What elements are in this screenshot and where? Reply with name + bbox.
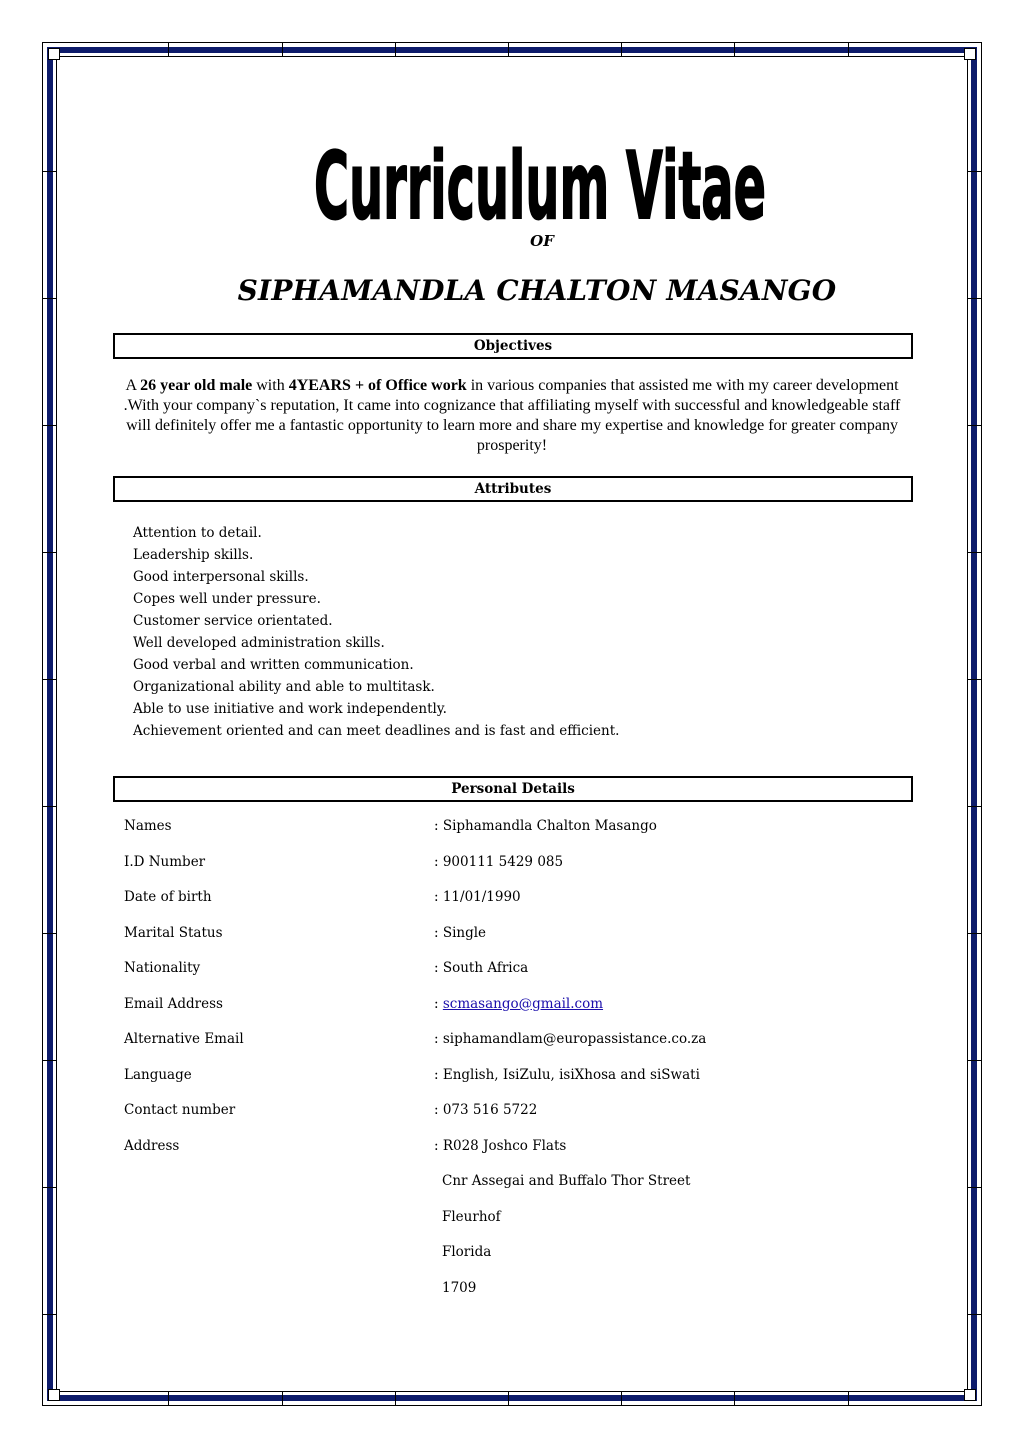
detail-value: : R028 Joshco Flats: [434, 1137, 567, 1154]
detail-value: : siphamandlam@europassistance.co.za: [434, 1031, 707, 1047]
detail-value: : 11/01/1990: [434, 889, 521, 905]
border-tick: [508, 42, 509, 56]
detail-value: [434, 996, 603, 1012]
section-header-personal-details: Personal Details: [113, 776, 913, 802]
address-line: [124, 1244, 904, 1280]
border-tick: [42, 1314, 56, 1315]
detail-value: : South Africa: [434, 960, 529, 976]
detail-label: Nationality: [124, 960, 201, 976]
address-line: [124, 1209, 904, 1245]
address-line-text: Florida: [442, 1244, 492, 1260]
border-tick: [282, 1392, 283, 1406]
border-tick: [968, 552, 982, 553]
border-tick: [395, 42, 396, 56]
border-tick: [621, 1392, 622, 1406]
attribute-item: Customer service orientated.: [133, 613, 333, 629]
detail-value: : 073 516 5722: [434, 1102, 538, 1118]
border-tick: [282, 42, 283, 56]
personal-details: [124, 818, 904, 1315]
detail-row-nationality: [124, 960, 904, 996]
border-tick: [42, 806, 56, 807]
attribute-item: Organizational ability and able to multitask.: [133, 679, 435, 695]
attribute-item: Attention to detail.: [133, 525, 262, 541]
email-link[interactable]: scmasango@gmail.com: [442, 995, 604, 1012]
border-tick: [42, 933, 56, 934]
detail-row-alternative-email: [124, 1031, 904, 1067]
detail-row-address: [124, 1138, 904, 1174]
border-tick: [848, 42, 849, 56]
address-line: [124, 1280, 904, 1316]
border-tick: [42, 679, 56, 680]
border-tick: [395, 1392, 396, 1406]
detail-label: Address: [124, 1137, 180, 1154]
detail-label: I.D Number: [124, 853, 206, 870]
detail-value: : Siphamandla Chalton Masango: [434, 818, 657, 834]
border-tick: [42, 1187, 56, 1188]
objective-experience: 4YEARS + of Office work: [288, 377, 467, 394]
border-tick: [508, 1392, 509, 1406]
objective-paragraph: [122, 376, 902, 456]
address-line-text: Cnr Assegai and Buffalo Thor Street: [442, 1173, 691, 1189]
address-line-text: Fleurhof: [442, 1208, 501, 1225]
attribute-item: Good interpersonal skills.: [133, 569, 309, 585]
detail-value-prefix: :: [434, 995, 443, 1012]
border-tick: [968, 1314, 982, 1315]
detail-row-names: [124, 818, 904, 854]
border-tick: [968, 1187, 982, 1188]
border-tick: [168, 1392, 169, 1406]
attribute-item: Able to use initiative and work independently.: [133, 701, 447, 717]
border-corner: [964, 1389, 976, 1401]
border-tick: [621, 42, 622, 56]
detail-row-date-of-birth: [124, 889, 904, 925]
detail-row-email: [124, 996, 904, 1032]
cv-title-text: Curriculum Vitae: [314, 131, 766, 226]
detail-label: Names: [124, 818, 172, 834]
detail-value: : English, IsiZulu, isiXhosa and siSwati: [434, 1066, 700, 1083]
section-header-attributes: Attributes: [113, 476, 913, 502]
objective-age: 26 year old male: [140, 377, 253, 394]
attribute-item: Achievement oriented and can meet deadlines and is fast and efficient.: [133, 723, 620, 739]
detail-label: Marital Status: [124, 924, 223, 941]
address-line-text: 1709: [442, 1279, 477, 1296]
attribute-item: Copes well under pressure.: [133, 591, 321, 607]
objective-text: A: [125, 377, 141, 394]
border-tick: [968, 679, 982, 680]
attribute-item: Leadership skills.: [133, 547, 254, 563]
detail-row-language: [124, 1067, 904, 1103]
detail-label: Email Address: [124, 995, 223, 1012]
border-tick: [734, 42, 735, 56]
objective-text: in various companies that assisted me with my career development .With your company`s reputation, It came into cognizance that affiliating myself with successful and knowledgeable staff will definitely offer me a fantastic opportunity to learn more and share my expertise and knowledge for greater company prosperity!: [123, 377, 901, 454]
objective-text: with: [252, 377, 289, 394]
border-tick: [42, 552, 56, 553]
border-tick: [42, 1060, 56, 1061]
border-tick: [968, 171, 982, 172]
detail-row-marital-status: [124, 925, 904, 961]
of-label: OF: [530, 232, 554, 250]
section-header-objectives: Objectives: [113, 333, 913, 359]
border-tick: [968, 933, 982, 934]
cv-title: [300, 118, 780, 226]
detail-label: Language: [124, 1066, 192, 1083]
border-tick: [42, 425, 56, 426]
border-tick: [968, 425, 982, 426]
detail-label: Date of birth: [124, 889, 212, 905]
attributes-list: [133, 522, 619, 742]
detail-value: : Single: [434, 924, 487, 941]
border-tick: [848, 1392, 849, 1406]
attribute-item: Good verbal and written communication.: [133, 657, 414, 673]
border-tick: [168, 42, 169, 56]
candidate-name: SIPHAMANDLA CHALTON MASANGO: [237, 274, 837, 307]
border-corner: [964, 48, 976, 60]
border-tick: [42, 171, 56, 172]
border-corner: [48, 1389, 60, 1401]
detail-row-contact-number: [124, 1102, 904, 1138]
detail-label: Alternative Email: [124, 1031, 244, 1047]
border-tick: [734, 1392, 735, 1406]
border-tick: [968, 806, 982, 807]
border-corner: [48, 48, 60, 60]
attribute-item: Well developed administration skills.: [133, 635, 385, 651]
border-tick: [968, 1060, 982, 1061]
detail-value: : 900111 5429 085: [434, 853, 564, 870]
detail-label: Contact number: [124, 1102, 236, 1118]
address-line: [124, 1173, 904, 1209]
detail-row-id-number: [124, 854, 904, 890]
